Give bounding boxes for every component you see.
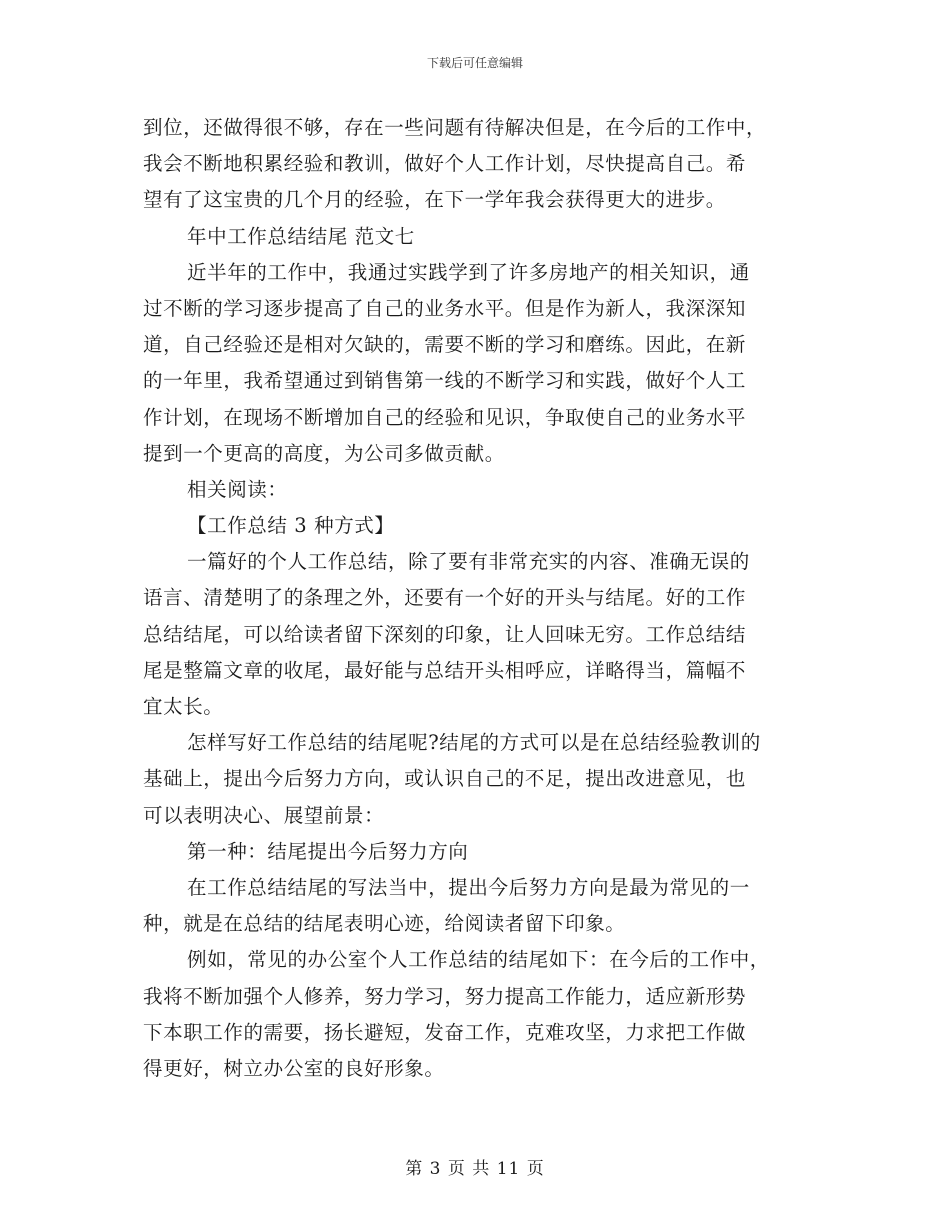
text-line: 尾是整篇文章的收尾，最好能与总结开头相呼应，详略得当，篇幅不 xyxy=(143,658,747,682)
text-line: 近半年的工作中，我通过实践学到了许多房地产的相关知识，通 xyxy=(187,260,750,284)
text-line: 语言、清楚明了的条理之外，还要有一个好的开头与结尾。好的工作 xyxy=(143,586,747,610)
text-line: 的一年里，我希望通过到销售第一线的不断学习和实践，做好个人工 xyxy=(143,369,747,393)
section-heading: 【工作总结 3 种方式】 xyxy=(187,514,395,538)
text-line: 作计划，在现场不断增加自己的经验和见识，争取使自己的业务水平 xyxy=(143,405,747,429)
text-line: 得更好，树立办公室的良好形象。 xyxy=(143,1056,445,1080)
page-header-note: 下载后可任意编辑 xyxy=(426,56,523,70)
text-line: 提到一个更高的高度，为公司多做贡献。 xyxy=(143,441,505,465)
text-line: 在工作总结结尾的写法当中，提出今后努力方向是最为常见的一 xyxy=(187,875,750,899)
text-line: 例如，常见的办公室个人工作总结的结尾如下：在今后的工作中， xyxy=(187,948,770,972)
page-number: 第 3 页 共 11 页 xyxy=(405,1159,545,1179)
text-line: 基础上，提出今后努力方向，或认识自己的不足，提出改进意见，也 xyxy=(143,767,747,791)
related-reading-label: 相关阅读： xyxy=(187,477,288,501)
text-line: 总结结尾，可以给读者留下深刻的印象，让人回味无穷。工作总结结 xyxy=(143,622,747,646)
text-line: 怎样写好工作总结的结尾呢?结尾的方式可以是在总结经验教训的 xyxy=(187,731,761,755)
text-line: 种，就是在总结的结尾表明心迹，给阅读者留下印象。 xyxy=(143,912,626,936)
section-heading: 第一种：结尾提出今后努力方向 xyxy=(187,839,469,863)
text-line: 望有了这宝贵的几个月的经验，在下一学年我会获得更大的进步。 xyxy=(143,188,726,212)
text-line: 可以表明决心、展望前景： xyxy=(143,803,385,827)
text-line: 一篇好的个人工作总结，除了要有非常充实的内容、准确无误的 xyxy=(187,550,750,574)
text-line: 我将不断加强个人修养，努力学习，努力提高工作能力，适应新形势 xyxy=(143,984,747,1008)
text-line: 道，自己经验还是相对欠缺的，需要不断的学习和磨练。因此，在新 xyxy=(143,333,747,357)
section-heading: 年中工作总结结尾 范文七 xyxy=(187,224,415,248)
text-line: 过不断的学习逐步提高了自己的业务水平。但是作为新人，我深深知 xyxy=(143,296,747,320)
text-line: 我会不断地积累经验和教训，做好个人工作计划，尽快提高自己。希 xyxy=(143,152,747,176)
text-line: 下本职工作的需要，扬长避短，发奋工作，克难攻坚，力求把工作做 xyxy=(143,1020,747,1044)
text-line: 到位，还做得很不够，存在一些问题有待解决但是，在今后的工作中， xyxy=(143,116,767,139)
document-body xyxy=(143,110,808,1087)
text-line: 宜太长。 xyxy=(143,695,224,718)
